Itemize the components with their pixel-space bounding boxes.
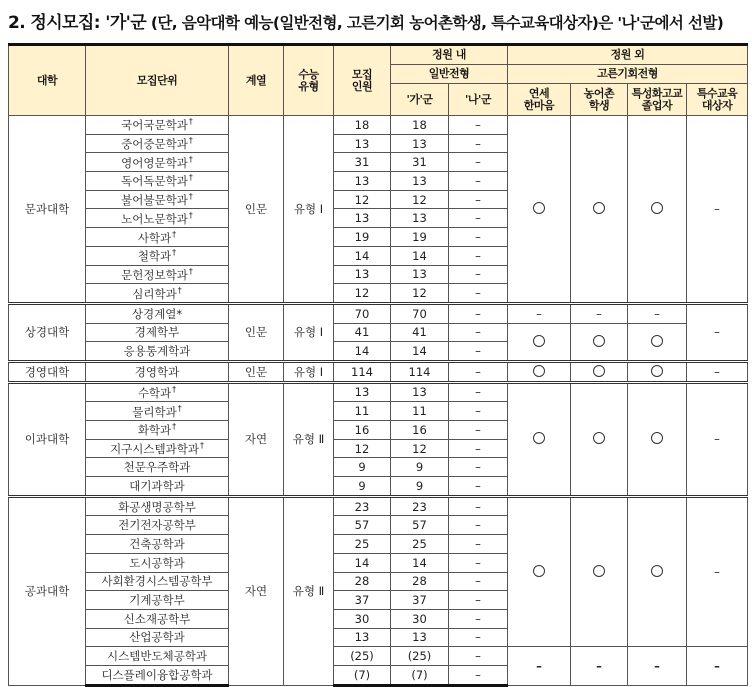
ga-cell: (25) <box>391 647 449 666</box>
quota-cell: (25) <box>334 647 391 666</box>
dash-mark: – <box>714 432 720 447</box>
circle-mark-icon <box>533 365 545 377</box>
outside-yonsei-cell <box>508 323 571 361</box>
unit-cell <box>86 439 229 458</box>
outside-rural-cell <box>571 116 628 304</box>
ga-cell: 14 <box>391 553 449 572</box>
ga-cell: 18 <box>391 116 449 135</box>
quota-cell: 41 <box>334 323 391 342</box>
track-cell: 인문 <box>229 361 284 382</box>
outside-rural-cell <box>571 323 628 361</box>
quota-cell: 12 <box>334 190 391 209</box>
quota-cell: 37 <box>334 591 391 610</box>
dagger-mark: † <box>172 422 177 432</box>
na-cell: – <box>449 134 508 153</box>
na-cell: – <box>449 553 508 572</box>
quota-cell: 9 <box>334 477 391 497</box>
na-cell: – <box>449 382 508 402</box>
quota-cell: 12 <box>334 284 391 304</box>
quota-cell: 18 <box>334 116 391 135</box>
unit-cell <box>86 172 229 191</box>
unit-name: 사회환경시스템공학부 <box>101 574 213 589</box>
header-ga: '가'군 <box>391 84 449 116</box>
dagger-mark: † <box>172 248 177 258</box>
circle-mark-icon <box>593 365 605 377</box>
outside-special-cell <box>687 647 748 685</box>
unit-name: 독어독문학과 <box>121 174 188 189</box>
dash-mark: – <box>654 658 660 673</box>
dash-mark: – <box>714 364 720 379</box>
quota-cell: 19 <box>334 228 391 247</box>
na-cell: – <box>449 458 508 477</box>
unit-cell <box>86 246 229 265</box>
header-csat-type: 수능 유형 <box>284 45 334 116</box>
na-cell: – <box>449 609 508 628</box>
na-cell: – <box>449 284 508 304</box>
track-cell: 인문 <box>229 116 284 304</box>
college-cell: 공과대학 <box>9 496 86 685</box>
ga-cell: 30 <box>391 609 449 628</box>
na-cell: – <box>449 153 508 172</box>
college-cell: 상경대학 <box>9 303 86 361</box>
dagger-mark: † <box>188 266 193 276</box>
unit-cell <box>86 591 229 610</box>
unit-name: 노어노문학과 <box>121 211 188 226</box>
unit-cell <box>86 496 229 516</box>
college-cell: 경영대학 <box>9 361 86 382</box>
na-cell: – <box>449 591 508 610</box>
quota-cell: 13 <box>334 134 391 153</box>
unit-name: 영어영문학과 <box>121 155 188 170</box>
outside-special-cell <box>687 382 748 496</box>
outside-vocational-cell <box>628 382 687 496</box>
unit-cell <box>86 134 229 153</box>
na-cell: – <box>449 535 508 554</box>
quota-cell: 14 <box>334 553 391 572</box>
table-row <box>9 303 748 323</box>
header-equal-opportunity: 고른기회전형 <box>508 65 748 84</box>
circle-mark-icon <box>533 432 545 444</box>
dagger-mark: † <box>177 285 182 295</box>
unit-name: 중어중문학과 <box>121 136 188 151</box>
circle-mark-icon <box>651 365 663 377</box>
ga-cell: 25 <box>391 535 449 554</box>
dagger-mark: † <box>188 173 193 183</box>
na-cell: – <box>449 572 508 591</box>
quota-cell: (7) <box>334 665 391 685</box>
unit-name: 상경계열* <box>131 306 183 321</box>
header-rural: 농어촌 학생 <box>571 84 628 116</box>
quota-cell: 70 <box>334 303 391 323</box>
dagger-mark: † <box>188 210 193 220</box>
outside-vocational-cell <box>628 323 687 361</box>
outside-vocational-cell <box>628 361 687 382</box>
circle-mark-icon <box>593 335 605 347</box>
table-row <box>9 496 748 516</box>
na-cell: – <box>449 628 508 647</box>
title-main: 2. 정시모집: '가'군 <box>8 13 147 33</box>
ga-cell: 70 <box>391 303 449 323</box>
unit-name: 심리학과 <box>132 286 177 301</box>
outside-rural-cell <box>571 382 628 496</box>
na-cell: – <box>449 516 508 535</box>
na-cell: – <box>449 361 508 382</box>
dash-mark: – <box>654 306 660 321</box>
outside-vocational-cell <box>628 496 687 647</box>
unit-cell <box>86 628 229 647</box>
unit-cell <box>86 361 229 382</box>
unit-cell <box>86 303 229 323</box>
quota-cell: 114 <box>334 361 391 382</box>
unit-name: 사학과 <box>137 230 172 245</box>
unit-name: 천문우주학과 <box>123 460 191 475</box>
na-cell: – <box>449 439 508 458</box>
unit-cell <box>86 153 229 172</box>
unit-cell <box>86 516 229 535</box>
ga-cell: 37 <box>391 591 449 610</box>
unit-name: 전기전자공학부 <box>118 518 196 533</box>
unit-cell <box>86 382 229 402</box>
unit-name: 문헌정보학과 <box>121 267 188 282</box>
outside-rural-cell <box>571 496 628 647</box>
ga-cell: 13 <box>391 172 449 191</box>
outside-special-cell <box>687 116 748 304</box>
dagger-mark: † <box>188 136 193 146</box>
table-row <box>9 647 748 666</box>
unit-name: 시스템반도체공학과 <box>107 649 207 664</box>
header-yonsei: 연세 한마음 <box>508 84 571 116</box>
na-cell: – <box>449 116 508 135</box>
na-cell: – <box>449 303 508 323</box>
dagger-mark: † <box>177 403 182 413</box>
header-within-quota: 정원 내 <box>391 45 508 65</box>
ga-cell: 13 <box>391 134 449 153</box>
quota-cell: 14 <box>334 342 391 362</box>
ga-cell: 41 <box>391 323 449 342</box>
ga-cell: 12 <box>391 439 449 458</box>
unit-cell <box>86 342 229 362</box>
ga-cell: 12 <box>391 284 449 304</box>
ga-cell: 114 <box>391 361 449 382</box>
ga-cell: 31 <box>391 153 449 172</box>
na-cell: – <box>449 496 508 516</box>
unit-name: 물리학과 <box>132 404 177 419</box>
unit-name: 도시공학과 <box>129 555 185 570</box>
unit-cell <box>86 228 229 247</box>
unit-cell <box>86 284 229 304</box>
unit-name: 불어불문학과 <box>121 192 188 207</box>
track-cell: 인문 <box>229 303 284 361</box>
track-cell: 자연 <box>229 496 284 685</box>
ga-cell: 28 <box>391 572 449 591</box>
unit-name: 디스플레이융합공학과 <box>101 667 213 682</box>
ga-cell: 11 <box>391 402 449 421</box>
table-row <box>9 382 748 402</box>
unit-cell <box>86 609 229 628</box>
circle-mark-icon <box>533 202 545 214</box>
na-cell: – <box>449 172 508 191</box>
quota-cell: 9 <box>334 458 391 477</box>
unit-cell <box>86 265 229 284</box>
quota-cell: 13 <box>334 172 391 191</box>
header-special: 특수교육 대상자 <box>687 84 748 116</box>
ga-cell: 12 <box>391 190 449 209</box>
unit-name: 대기과학과 <box>129 478 185 493</box>
circle-mark-icon <box>533 335 545 347</box>
ga-cell: 57 <box>391 516 449 535</box>
unit-cell <box>86 665 229 685</box>
outside-special-cell <box>687 361 748 382</box>
college-cell: 문과대학 <box>9 116 86 304</box>
outside-vocational-cell <box>628 116 687 304</box>
quota-cell: 13 <box>334 209 391 228</box>
unit-name: 철학과 <box>137 249 172 264</box>
circle-mark-icon <box>651 432 663 444</box>
outside-rural-cell <box>571 303 628 323</box>
outside-yonsei-cell <box>508 303 571 323</box>
unit-cell <box>86 477 229 497</box>
ga-cell: (7) <box>391 665 449 685</box>
unit-cell <box>86 458 229 477</box>
ga-cell: 9 <box>391 477 449 497</box>
page-title <box>8 8 723 33</box>
unit-cell <box>86 535 229 554</box>
quota-cell: 28 <box>334 572 391 591</box>
outside-rural-cell <box>571 647 628 685</box>
quota-cell: 12 <box>334 439 391 458</box>
na-cell: – <box>449 402 508 421</box>
ga-cell: 13 <box>391 265 449 284</box>
unit-name: 경제학부 <box>134 325 180 340</box>
circle-mark-icon <box>651 335 663 347</box>
quota-cell: 23 <box>334 496 391 516</box>
quota-cell: 30 <box>334 609 391 628</box>
ga-cell: 13 <box>391 209 449 228</box>
unit-name: 화학과 <box>137 423 172 438</box>
circle-mark-icon <box>533 565 545 577</box>
dash-mark: – <box>714 564 720 579</box>
quota-cell: 13 <box>334 382 391 402</box>
quota-cell: 11 <box>334 402 391 421</box>
table-row <box>9 323 748 342</box>
unit-cell <box>86 402 229 421</box>
table-row <box>9 361 748 382</box>
header-general: 일반전형 <box>391 65 508 84</box>
dagger-mark: † <box>188 192 193 202</box>
dash-mark: – <box>596 306 602 321</box>
circle-mark-icon <box>593 202 605 214</box>
dash-mark: – <box>714 325 720 340</box>
quota-cell: 57 <box>334 516 391 535</box>
title-note: (단, 음악대학 예능(일반전형, 고른기회 농어촌학생, 특수교육대상자)은 '나'군에서 선발) <box>146 14 724 32</box>
header-track: 계열 <box>229 45 284 116</box>
unit-cell <box>86 553 229 572</box>
csat-type-cell: 유형 Ⅱ <box>284 496 334 685</box>
circle-mark-icon <box>593 565 605 577</box>
na-cell: – <box>449 477 508 497</box>
unit-name: 경영학과 <box>134 364 180 379</box>
unit-name: 건축공학과 <box>129 536 185 551</box>
dash-mark: – <box>714 658 720 673</box>
dash-mark: – <box>536 306 542 321</box>
na-cell: – <box>449 323 508 342</box>
outside-special-cell <box>687 303 748 361</box>
unit-name: 기계공학부 <box>129 593 185 607</box>
header-unit: 모집단위 <box>86 45 229 116</box>
header-na: '나'군 <box>449 84 508 116</box>
header-quota: 모집 인원 <box>334 45 391 116</box>
ga-cell: 19 <box>391 228 449 247</box>
ga-cell: 13 <box>391 628 449 647</box>
unit-name: 지구시스템과학과 <box>110 441 199 456</box>
unit-cell <box>86 323 229 342</box>
circle-mark-icon <box>651 565 663 577</box>
track-cell: 자연 <box>229 382 284 496</box>
ga-cell: 16 <box>391 421 449 440</box>
dash-mark: – <box>596 658 602 673</box>
admission-table <box>8 43 748 687</box>
unit-cell <box>86 209 229 228</box>
na-cell: – <box>449 246 508 265</box>
dagger-mark: † <box>172 385 177 395</box>
outside-yonsei-cell <box>508 647 571 685</box>
unit-cell <box>86 190 229 209</box>
unit-name: 응용통계학과 <box>123 344 191 359</box>
quota-cell: 13 <box>334 265 391 284</box>
outside-rural-cell <box>571 361 628 382</box>
dagger-mark: † <box>188 117 193 127</box>
circle-mark-icon <box>651 202 663 214</box>
dagger-mark: † <box>172 229 177 239</box>
outside-yonsei-cell <box>508 361 571 382</box>
outside-special-cell <box>687 496 748 647</box>
dash-mark: – <box>714 201 720 216</box>
csat-type-cell: 유형 Ⅱ <box>284 382 334 496</box>
ga-cell: 9 <box>391 458 449 477</box>
na-cell: – <box>449 228 508 247</box>
unit-cell <box>86 572 229 591</box>
na-cell: – <box>449 190 508 209</box>
na-cell: – <box>449 647 508 666</box>
quota-cell: 13 <box>334 628 391 647</box>
unit-name: 화공생명공학부 <box>118 499 196 514</box>
outside-yonsei-cell <box>508 116 571 304</box>
ga-cell: 14 <box>391 246 449 265</box>
outside-vocational-cell <box>628 303 687 323</box>
csat-type-cell: 유형 Ⅰ <box>284 116 334 304</box>
outside-yonsei-cell <box>508 382 571 496</box>
quota-cell: 14 <box>334 246 391 265</box>
unit-cell <box>86 421 229 440</box>
outside-vocational-cell <box>628 647 687 685</box>
csat-type-cell: 유형 Ⅰ <box>284 361 334 382</box>
dagger-mark: † <box>188 154 193 164</box>
unit-cell <box>86 647 229 666</box>
dagger-mark: † <box>199 441 204 451</box>
csat-type-cell: 유형 Ⅰ <box>284 303 334 361</box>
header-vocational: 특성화고교 졸업자 <box>628 84 687 116</box>
unit-name: 신소재공학부 <box>123 611 191 626</box>
na-cell: – <box>449 265 508 284</box>
na-cell: – <box>449 342 508 362</box>
quota-cell: 31 <box>334 153 391 172</box>
quota-cell: 25 <box>334 535 391 554</box>
unit-cell <box>86 116 229 135</box>
na-cell: – <box>449 421 508 440</box>
ga-cell: 14 <box>391 342 449 362</box>
unit-name: 수학과 <box>137 385 172 400</box>
college-cell: 이과대학 <box>9 382 86 496</box>
outside-yonsei-cell <box>508 496 571 647</box>
dash-mark: – <box>536 658 542 673</box>
unit-name: 산업공학과 <box>129 630 185 645</box>
header-college: 대학 <box>9 45 86 116</box>
header-outside-quota: 정원 외 <box>508 45 748 65</box>
ga-cell: 23 <box>391 496 449 516</box>
unit-name: 국어국문학과 <box>121 118 188 133</box>
na-cell: – <box>449 665 508 685</box>
circle-mark-icon <box>593 432 605 444</box>
na-cell: – <box>449 209 508 228</box>
ga-cell: 13 <box>391 382 449 402</box>
quota-cell: 16 <box>334 421 391 440</box>
table-row <box>9 116 748 135</box>
